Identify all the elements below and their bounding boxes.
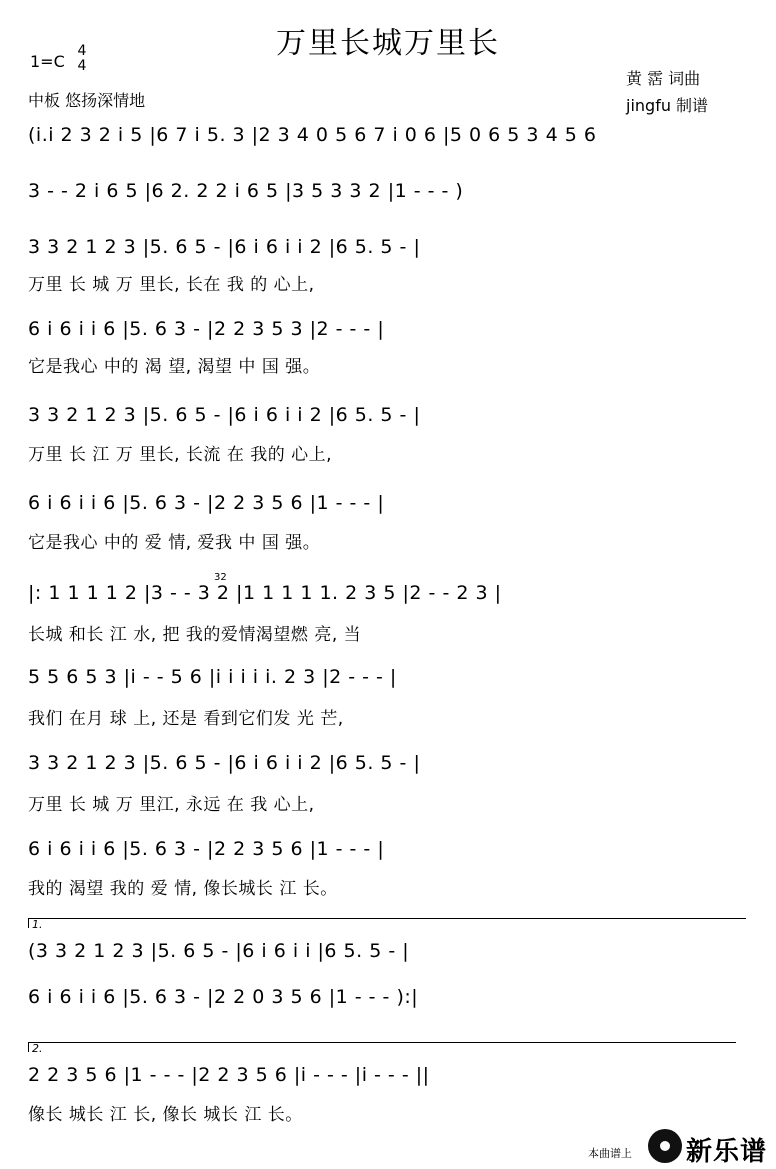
lyric-row-8: 我们 在月 球 上, 还是 看到它们发 光 芒, xyxy=(28,709,344,729)
time-signature xyxy=(76,44,88,74)
notation-row-2: 3 - - 2 i 6 5 |6 2. 2 2 i 6 5 |3 5 3 3 2 |1 - - - ) xyxy=(28,180,464,202)
page-title: 万里长城万里长 xyxy=(276,26,500,61)
modulation-mark: 32 xyxy=(214,572,227,583)
notation-row-10: 6 i 6 i i 6 |5. 6 3 - |2 2 3 5 6 |1 - - - | xyxy=(28,838,385,860)
lyric-row-13: 像长 城长 江 长, 像长 城长 江 长。 xyxy=(28,1105,303,1125)
lyric-row-5: 万里 长 江 万 里长, 长流 在 我的 心上, xyxy=(28,445,333,465)
brand-logo-icon xyxy=(648,1129,682,1163)
notation-row-7: |: 1 1 1 1 2 |3 - - 3 2 |1 1 1 1 1. 2 3 5 |2 - - 2 3 | xyxy=(28,582,502,604)
lyric-row-6: 它是我心 中的 爱 情, 爱我 中 国 强。 xyxy=(28,533,321,553)
lyric-row-3: 万里 长 城 万 里长, 长在 我 的 心上, xyxy=(28,275,315,295)
credit-lyricist-composer: 黄 霑 词曲 xyxy=(626,69,701,88)
volta-1-tick xyxy=(28,918,29,928)
credit-arranger: jingfu 制谱 xyxy=(626,96,709,115)
notation-row-13: 2 2 3 5 6 |1 - - - |2 2 3 5 6 |i - - - |i - - - || xyxy=(28,1064,430,1086)
notation-row-1: (i.i 2 3 2 i 5 |6 7 i 5. 3 |2 3 4 0 5 6 7 i 0 6 |5 0 6 5 3 4 5 6 xyxy=(28,124,597,146)
volta-2-line xyxy=(28,1042,736,1043)
lyric-row-10: 我的 渴望 我的 爱 情, 像长城长 江 长。 xyxy=(28,879,338,899)
notation-row-3: 3 3 2 1 2 3 |5. 6 5 - |6 i 6 i i 2 |6 5. 5 - | xyxy=(28,236,421,258)
lyric-row-7: 长城 和长 江 水, 把 我的爱情渴望燃 亮, 当 xyxy=(28,625,362,645)
tempo-marking: 中板 悠扬深情地 xyxy=(28,91,146,110)
notation-row-12: 6 i 6 i i 6 |5. 6 3 - |2 2 0 3 5 6 |1 - - - ):| xyxy=(28,986,419,1008)
notation-row-6: 6 i 6 i i 6 |5. 6 3 - |2 2 3 5 6 |1 - - - | xyxy=(28,492,385,514)
volta-1-line xyxy=(28,918,746,919)
notation-row-9: 3 3 2 1 2 3 |5. 6 5 - |6 i 6 i i 2 |6 5. 5 - | xyxy=(28,752,421,774)
notation-row-4: 6 i 6 i i 6 |5. 6 3 - |2 2 3 5 3 |2 - - - | xyxy=(28,318,385,340)
brand-name: 新乐谱 xyxy=(686,1137,768,1167)
volta-2-tick xyxy=(28,1042,29,1052)
volta-1-label: 1. xyxy=(32,918,43,931)
lyric-row-9: 万里 长 城 万 里江, 永远 在 我 心上, xyxy=(28,795,315,815)
time-top: 4 xyxy=(77,43,87,59)
volta-2-label: 2. xyxy=(32,1042,43,1055)
notation-row-8: 5 5 6 5 3 |i - - 5 6 |i i i i i. 2 3 |2 - - - | xyxy=(28,666,397,688)
notation-row-11: (3 3 2 1 2 3 |5. 6 5 - |6 i 6 i i |6 5. 5 - | xyxy=(28,940,410,962)
key-signature: 1=C xyxy=(30,52,65,71)
lyric-row-4: 它是我心 中的 渴 望, 渴望 中 国 强。 xyxy=(28,357,321,377)
footer-label: 本曲谱上 xyxy=(588,1147,632,1160)
time-bottom: 4 xyxy=(77,58,87,74)
notation-row-5: 3 3 2 1 2 3 |5. 6 5 - |6 i 6 i i 2 |6 5. 5 - | xyxy=(28,404,421,426)
